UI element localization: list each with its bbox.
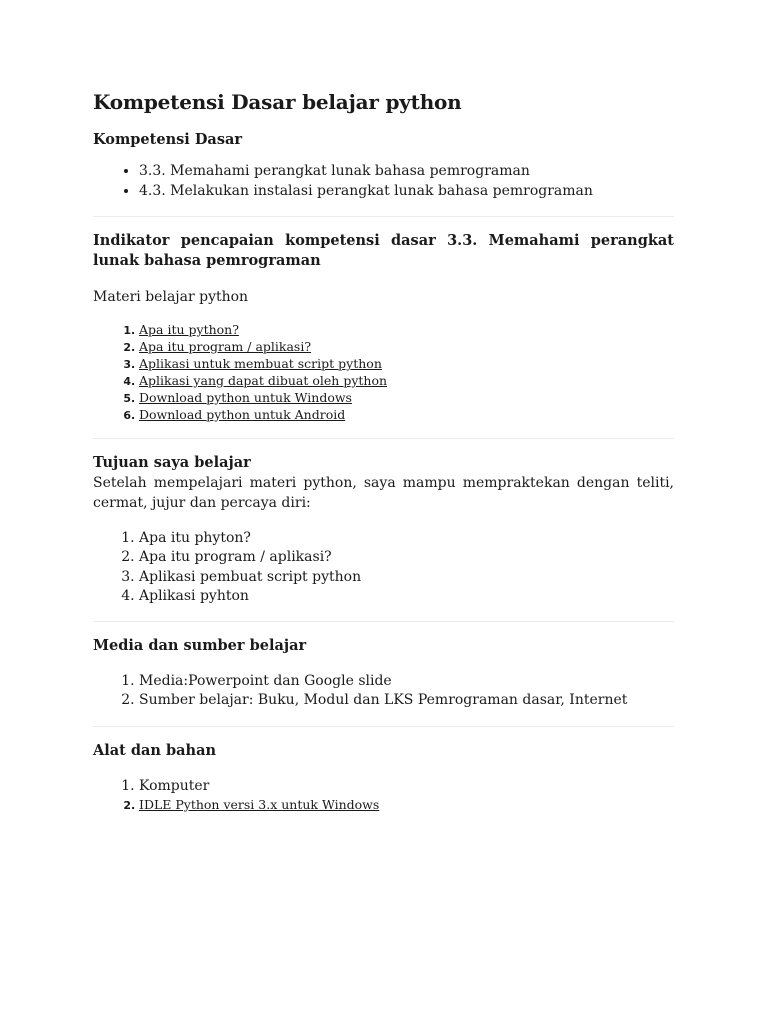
document-content bbox=[93, 88, 674, 813]
materi-link[interactable]: Aplikasi yang dapat dibuat oleh python bbox=[139, 373, 388, 388]
tujuan-text: Setelah mempelajari materi python, saya mampu mempraktekan dengan teliti, cermat, jujur dan percaya diri: bbox=[93, 475, 674, 511]
kompetensi-item: • 4.3. Melakukan instalasi perangkat lunak bahasa pemrograman bbox=[139, 182, 674, 202]
tujuan-item: 1. Apa itu phyton? bbox=[139, 529, 674, 548]
materi-link-item bbox=[139, 355, 674, 372]
indikator-heading: Indikator pencapaian kompetensi dasar 3.3. Memahami perangkat lunak bahasa pemrograman bbox=[93, 232, 674, 269]
kompetensi-item: • 3.3. Memahami perangkat lunak bahasa pemrograman bbox=[139, 162, 674, 182]
tujuan-list bbox=[93, 529, 674, 606]
section-divider bbox=[93, 621, 674, 622]
alat-item bbox=[139, 796, 674, 813]
page-title: Kompetensi Dasar belajar python bbox=[93, 90, 462, 114]
media-heading: Media dan sumber belajar bbox=[93, 637, 307, 655]
media-item: 1. Media:Powerpoint dan Google slide bbox=[139, 672, 674, 691]
materi-link-list bbox=[93, 321, 674, 423]
tujuan-heading: Tujuan saya belajar bbox=[93, 454, 251, 471]
materi-link[interactable]: Apa itu python? bbox=[139, 322, 239, 337]
section-divider bbox=[93, 438, 674, 439]
materi-link-item bbox=[139, 389, 674, 406]
materi-link-item bbox=[139, 406, 674, 423]
tujuan-item: 2. Apa itu program / aplikasi? bbox=[139, 548, 674, 567]
section-divider bbox=[93, 216, 674, 217]
materi-link-item bbox=[139, 372, 674, 389]
materi-label: Materi belajar python bbox=[93, 289, 249, 305]
alat-item: 1. Komputer bbox=[139, 777, 674, 796]
kompetensi-list bbox=[93, 162, 674, 201]
alat-list bbox=[93, 777, 674, 813]
media-item: 2. Sumber belajar: Buku, Modul dan LKS Pemrograman dasar, Internet bbox=[139, 691, 674, 710]
kompetensi-heading: Kompetensi Dasar bbox=[93, 131, 243, 148]
materi-link-item bbox=[139, 321, 674, 338]
materi-link[interactable]: Download python untuk Windows bbox=[139, 390, 352, 405]
tujuan-item: 3. Aplikasi pembuat script python bbox=[139, 568, 674, 587]
materi-link[interactable]: Download python untuk Android bbox=[139, 407, 346, 422]
materi-link[interactable]: Aplikasi untuk membuat script python bbox=[139, 356, 382, 371]
materi-link[interactable]: Apa itu program / aplikasi? bbox=[139, 339, 312, 354]
alat-link[interactable]: IDLE Python versi 3.x untuk Windows bbox=[139, 797, 380, 813]
section-divider bbox=[93, 726, 674, 727]
media-list bbox=[93, 672, 674, 711]
materi-link-item bbox=[139, 338, 674, 355]
tujuan-item: 4. Aplikasi pyhton bbox=[139, 587, 674, 606]
alat-heading: Alat dan bahan bbox=[93, 741, 217, 759]
